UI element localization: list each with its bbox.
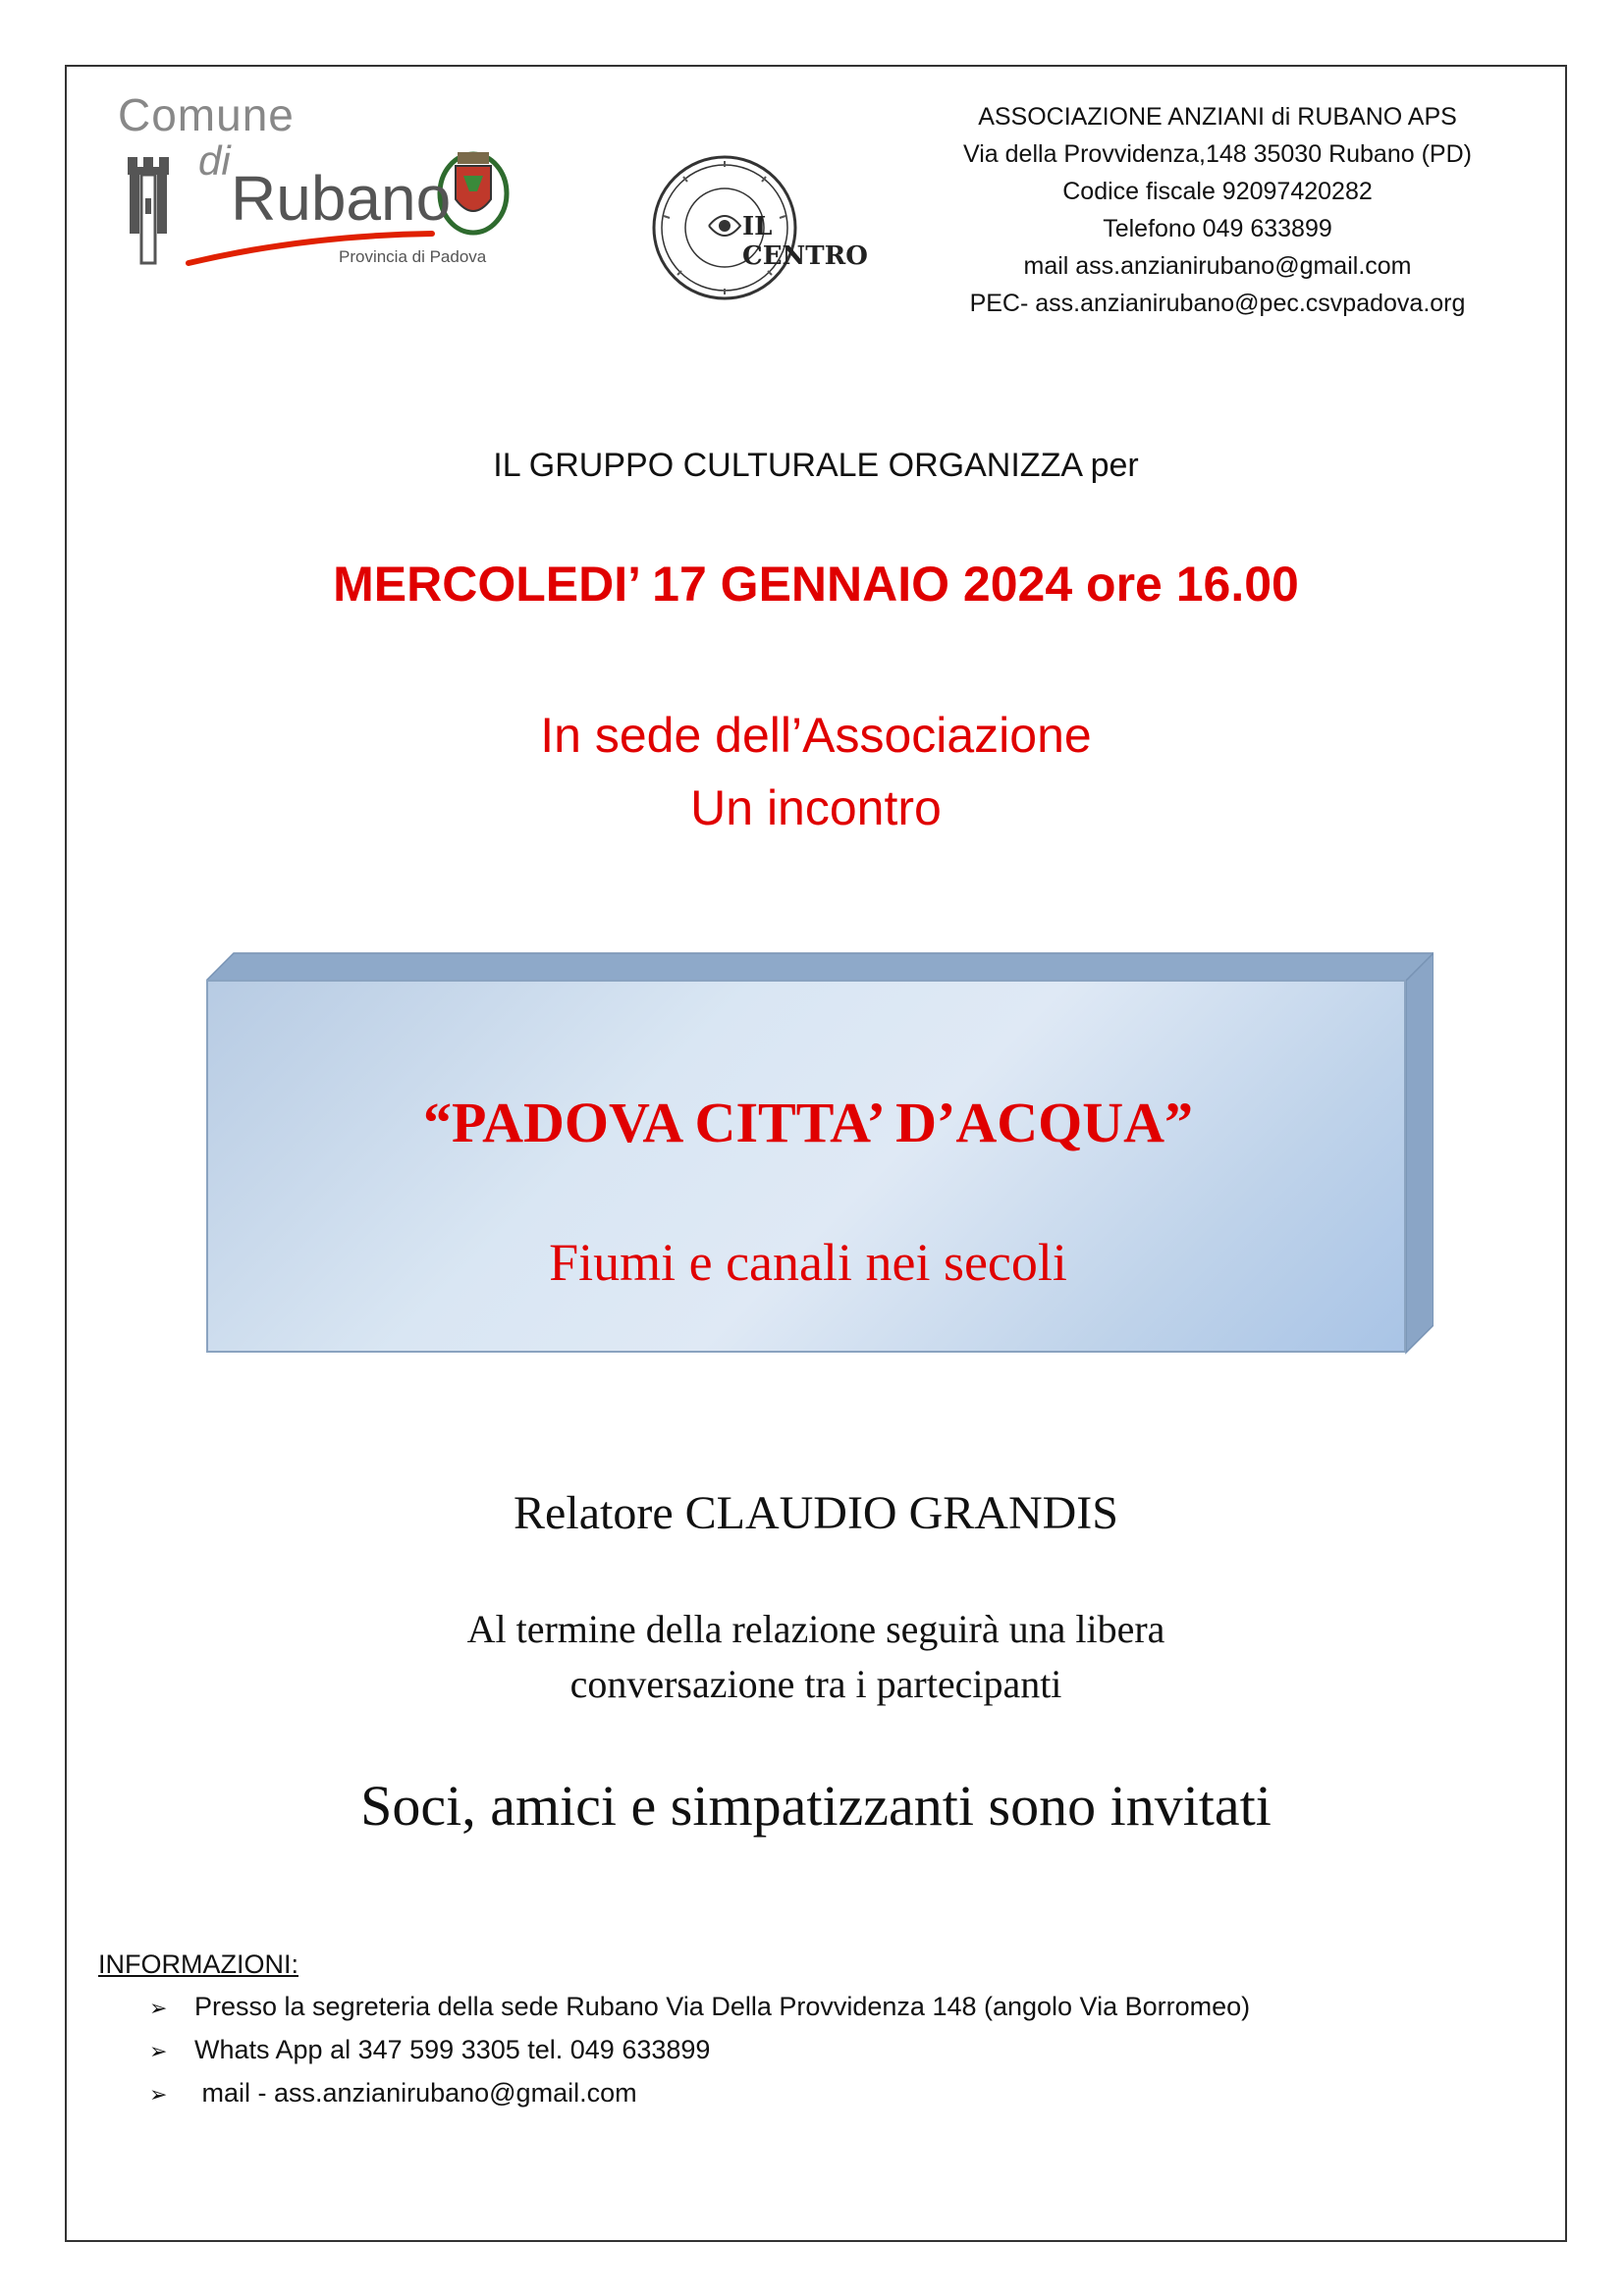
event-date: MERCOLEDI’ 17 GENNAIO 2024 ore 16.00 (333, 557, 1299, 612)
association-header (884, 98, 1551, 322)
comune-di-rubano-logo (108, 88, 530, 285)
organizer-line: IL GRUPPO CULTURALE ORGANIZZA per (493, 447, 1139, 484)
list-item (149, 2029, 1522, 2072)
seal-text: IL CENTRO (742, 212, 868, 271)
info-list (98, 1986, 1522, 2115)
box-side-face (1404, 952, 1434, 1355)
logo-line-comune: Comune (118, 89, 295, 140)
closing-text (65, 1602, 1567, 1712)
info-heading: INFORMAZIONI: (98, 1949, 298, 1979)
info-item-text: Whats App al 347 599 3305 tel. 049 633899 (194, 2035, 711, 2064)
box-top-face (206, 952, 1434, 982)
event-subtitle: Fiumi e canali nei secoli (549, 1233, 1067, 1292)
association-mail: mail ass.anzianirubano@gmail.com (1023, 252, 1412, 280)
logo-subtitle: Provincia di Padova (339, 247, 487, 266)
arrow-bullet-icon: ➢ (149, 2039, 168, 2063)
il-centro-seal (648, 147, 884, 304)
logo-line-di: di (198, 137, 231, 184)
info-section (98, 1949, 1522, 2115)
arrow-bullet-icon: ➢ (149, 2082, 168, 2107)
event-venue (65, 699, 1567, 844)
association-address: Via della Provvidenza,148 35030 Rubano (PD) (963, 140, 1472, 168)
closing-line-1: Al termine della relazione seguirà una libera (466, 1607, 1165, 1651)
list-item (149, 1986, 1522, 2029)
closing-line-2: conversazione tra i partecipanti (569, 1662, 1062, 1706)
title-box (206, 952, 1434, 1355)
event-title: “PADOVA CITTA’ D’ACQUA” (422, 1091, 1194, 1154)
info-item-text: Presso la segreteria della sede Rubano Via Della Provvidenza 148 (angolo Via Borromeo) (194, 1992, 1251, 2021)
info-item-text: mail - ass.anzianirubano@gmail.com (194, 2078, 637, 2108)
association-pec: PEC- ass.anzianirubano@pec.csvpadova.org (969, 290, 1466, 317)
speaker-line: Relatore CLAUDIO GRANDIS (514, 1487, 1118, 1539)
logo-line-rubano: Rubano (231, 163, 452, 234)
list-item (149, 2072, 1522, 2115)
box-front-face (206, 980, 1406, 1353)
association-phone: Telefono 049 633899 (1103, 215, 1332, 242)
association-tax-code: Codice fiscale 92097420282 (1062, 178, 1373, 205)
venue-line-1: In sede dell’Associazione (540, 708, 1092, 763)
arrow-bullet-icon: ➢ (149, 1996, 168, 2020)
association-name: ASSOCIAZIONE ANZIANI di RUBANO APS (978, 103, 1457, 131)
invite-line: Soci, amici e simpatizzanti sono invitati (360, 1774, 1272, 1838)
venue-line-2: Un incontro (690, 780, 942, 835)
